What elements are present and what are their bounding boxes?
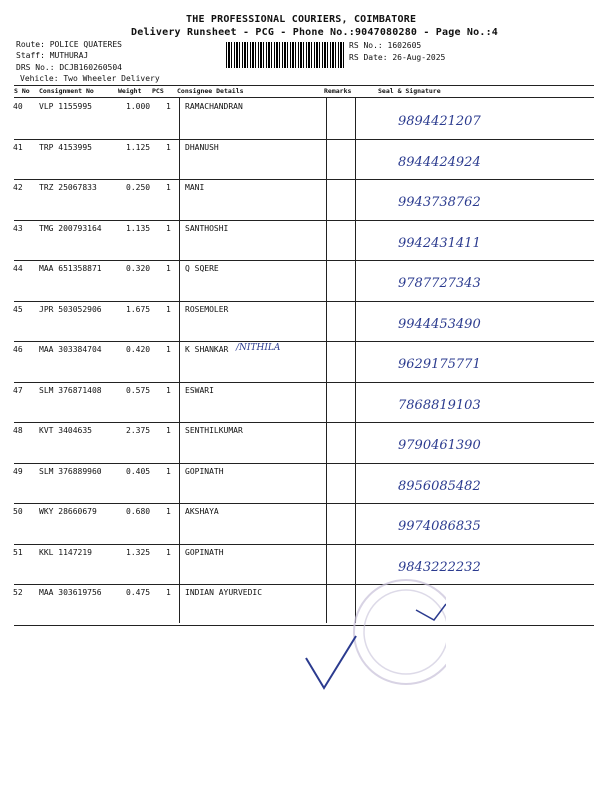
row-sno: 46 <box>13 345 23 354</box>
row-signature: 9894421207 <box>398 114 481 129</box>
runsheet-subtitle: Delivery Runsheet - PCG - Phone No.:9047080280 - Page No.:4 <box>131 27 499 38</box>
col-header-sno: S No <box>14 87 30 95</box>
row-sno: 51 <box>13 547 23 557</box>
row-divider <box>14 503 594 504</box>
row-weight: 0.475 <box>126 588 151 597</box>
row-pcs: 1 <box>166 223 171 233</box>
row-consignment: MAA 651358871 <box>39 264 102 273</box>
row-sno: 47 <box>13 385 23 395</box>
rs-date: RS Date: 26-Aug-2025 <box>349 53 446 62</box>
row-consignment: MAA 303384704 <box>39 345 102 354</box>
row-weight: 1.135 <box>126 223 151 233</box>
row-signature: 7868819103 <box>398 397 481 413</box>
row-signature: 9787727343 <box>398 276 481 291</box>
row-consignee: GOPINATH <box>185 466 224 476</box>
row-sno: 49 <box>13 466 23 476</box>
row-divider <box>14 220 594 221</box>
row-signature: 9790461390 <box>398 438 481 453</box>
row-consignment: TMG 200793164 <box>39 223 102 233</box>
row-sno: 41 <box>13 142 23 152</box>
row-consignee: ROSEMOLER <box>185 304 229 314</box>
staff-label: Staff: MUTHURAJ <box>16 51 89 60</box>
row-sno: 48 <box>13 426 23 435</box>
row-consignment: JPR 503052906 <box>39 304 102 314</box>
row-signature: 8944424924 <box>398 154 481 170</box>
col-header-remarks: Remarks <box>324 87 352 95</box>
col-header-pcs: PCS <box>152 87 164 95</box>
barcode-image <box>226 42 344 68</box>
row-consignee: SENTHILKUMAR <box>185 426 243 435</box>
row-consignment: VLP 1155995 <box>39 102 92 111</box>
row-consignee: MANI <box>185 183 205 192</box>
row-pcs: 1 <box>166 264 171 273</box>
row-consignee: RAMACHANDRAN <box>185 102 243 111</box>
row-weight: 0.405 <box>126 466 151 476</box>
row-pcs: 1 <box>166 142 171 152</box>
row-remark: /NITHILA <box>236 343 281 353</box>
row-weight: 1.325 <box>126 547 151 557</box>
row-weight: 0.575 <box>126 385 151 395</box>
row-divider <box>14 341 594 342</box>
row-consignee: GOPINATH <box>185 547 224 557</box>
row-signature: 9944453490 <box>398 316 481 332</box>
row-sno: 44 <box>13 264 23 273</box>
row-divider <box>14 382 594 383</box>
route-label: Route: POLICE QUATERES <box>16 40 122 49</box>
table-header-divider <box>14 97 594 98</box>
row-consignee: AKSHAYA <box>185 507 219 516</box>
row-consignment: TRZ 25067833 <box>39 183 97 192</box>
row-divider <box>14 179 594 180</box>
row-divider <box>14 463 594 464</box>
row-signature: 9843222232 <box>398 559 481 575</box>
row-consignee: SANTHOSHI <box>185 223 229 233</box>
row-pcs: 1 <box>166 385 171 395</box>
delivery-stamp <box>296 560 446 710</box>
row-weight: 1.000 <box>126 102 151 111</box>
row-signature: 9943738762 <box>398 195 481 210</box>
rs-number: RS No.: 1602605 <box>349 41 422 50</box>
row-signature: 9942431411 <box>398 235 481 251</box>
row-pcs: 1 <box>166 345 171 354</box>
drs-label: DRS No.: DCJB160260504 <box>16 63 122 72</box>
row-signature: 9629175771 <box>398 357 481 372</box>
col-header-consignee: Consignee Details <box>177 87 244 95</box>
row-consignee: INDIAN AYURVEDIC <box>185 588 263 597</box>
col-header-signature: Seal & Signature <box>378 87 441 95</box>
row-pcs: 1 <box>166 507 171 516</box>
row-sno: 42 <box>13 183 23 192</box>
company-title: THE PROFESSIONAL COURIERS, COIMBATORE <box>186 14 417 25</box>
row-consignment: KKL 1147219 <box>39 547 92 557</box>
row-weight: 0.680 <box>126 507 151 516</box>
row-weight: 1.675 <box>126 304 151 314</box>
row-divider <box>14 544 594 545</box>
row-sno: 52 <box>13 588 23 597</box>
row-sno: 40 <box>13 102 23 111</box>
row-pcs: 1 <box>166 547 171 557</box>
row-pcs: 1 <box>166 426 171 435</box>
row-weight: 2.375 <box>126 426 151 435</box>
row-divider <box>14 260 594 261</box>
row-consignment: TRP 4153995 <box>39 142 92 152</box>
row-consignment: WKY 28660679 <box>39 507 97 516</box>
row-weight: 0.420 <box>126 345 151 354</box>
row-consignee: DHANUSH <box>185 142 219 152</box>
row-sno: 43 <box>13 223 23 233</box>
row-consignment: SLM 376871408 <box>39 385 102 395</box>
row-pcs: 1 <box>166 588 171 597</box>
col-header-weight: Weight <box>118 87 142 95</box>
row-consignee: K SHANKAR <box>185 345 229 354</box>
row-divider <box>14 301 594 302</box>
col-header-consignment: Consignment No <box>39 87 94 95</box>
row-signature: 9974086835 <box>398 519 481 534</box>
row-weight: 1.125 <box>126 142 151 152</box>
row-consignment: MAA 303619756 <box>39 588 102 597</box>
row-sno: 50 <box>13 507 23 516</box>
vehicle-label: Vehicle: Two Wheeler Delivery <box>20 74 160 83</box>
row-weight: 0.320 <box>126 264 151 273</box>
row-weight: 0.250 <box>126 183 151 192</box>
row-consignment: SLM 376889960 <box>39 466 102 476</box>
row-consignee: ESWARI <box>185 385 214 395</box>
row-pcs: 1 <box>166 304 171 314</box>
row-sno: 45 <box>13 304 23 314</box>
table-top-border <box>14 85 594 86</box>
row-consignment: KVT 3404635 <box>39 426 92 435</box>
row-signature: 8956085482 <box>398 478 481 494</box>
row-pcs: 1 <box>166 466 171 476</box>
row-divider <box>14 139 594 140</box>
row-consignee: Q SQERE <box>185 264 219 273</box>
row-divider <box>14 422 594 423</box>
row-pcs: 1 <box>166 183 171 192</box>
row-pcs: 1 <box>166 102 171 111</box>
